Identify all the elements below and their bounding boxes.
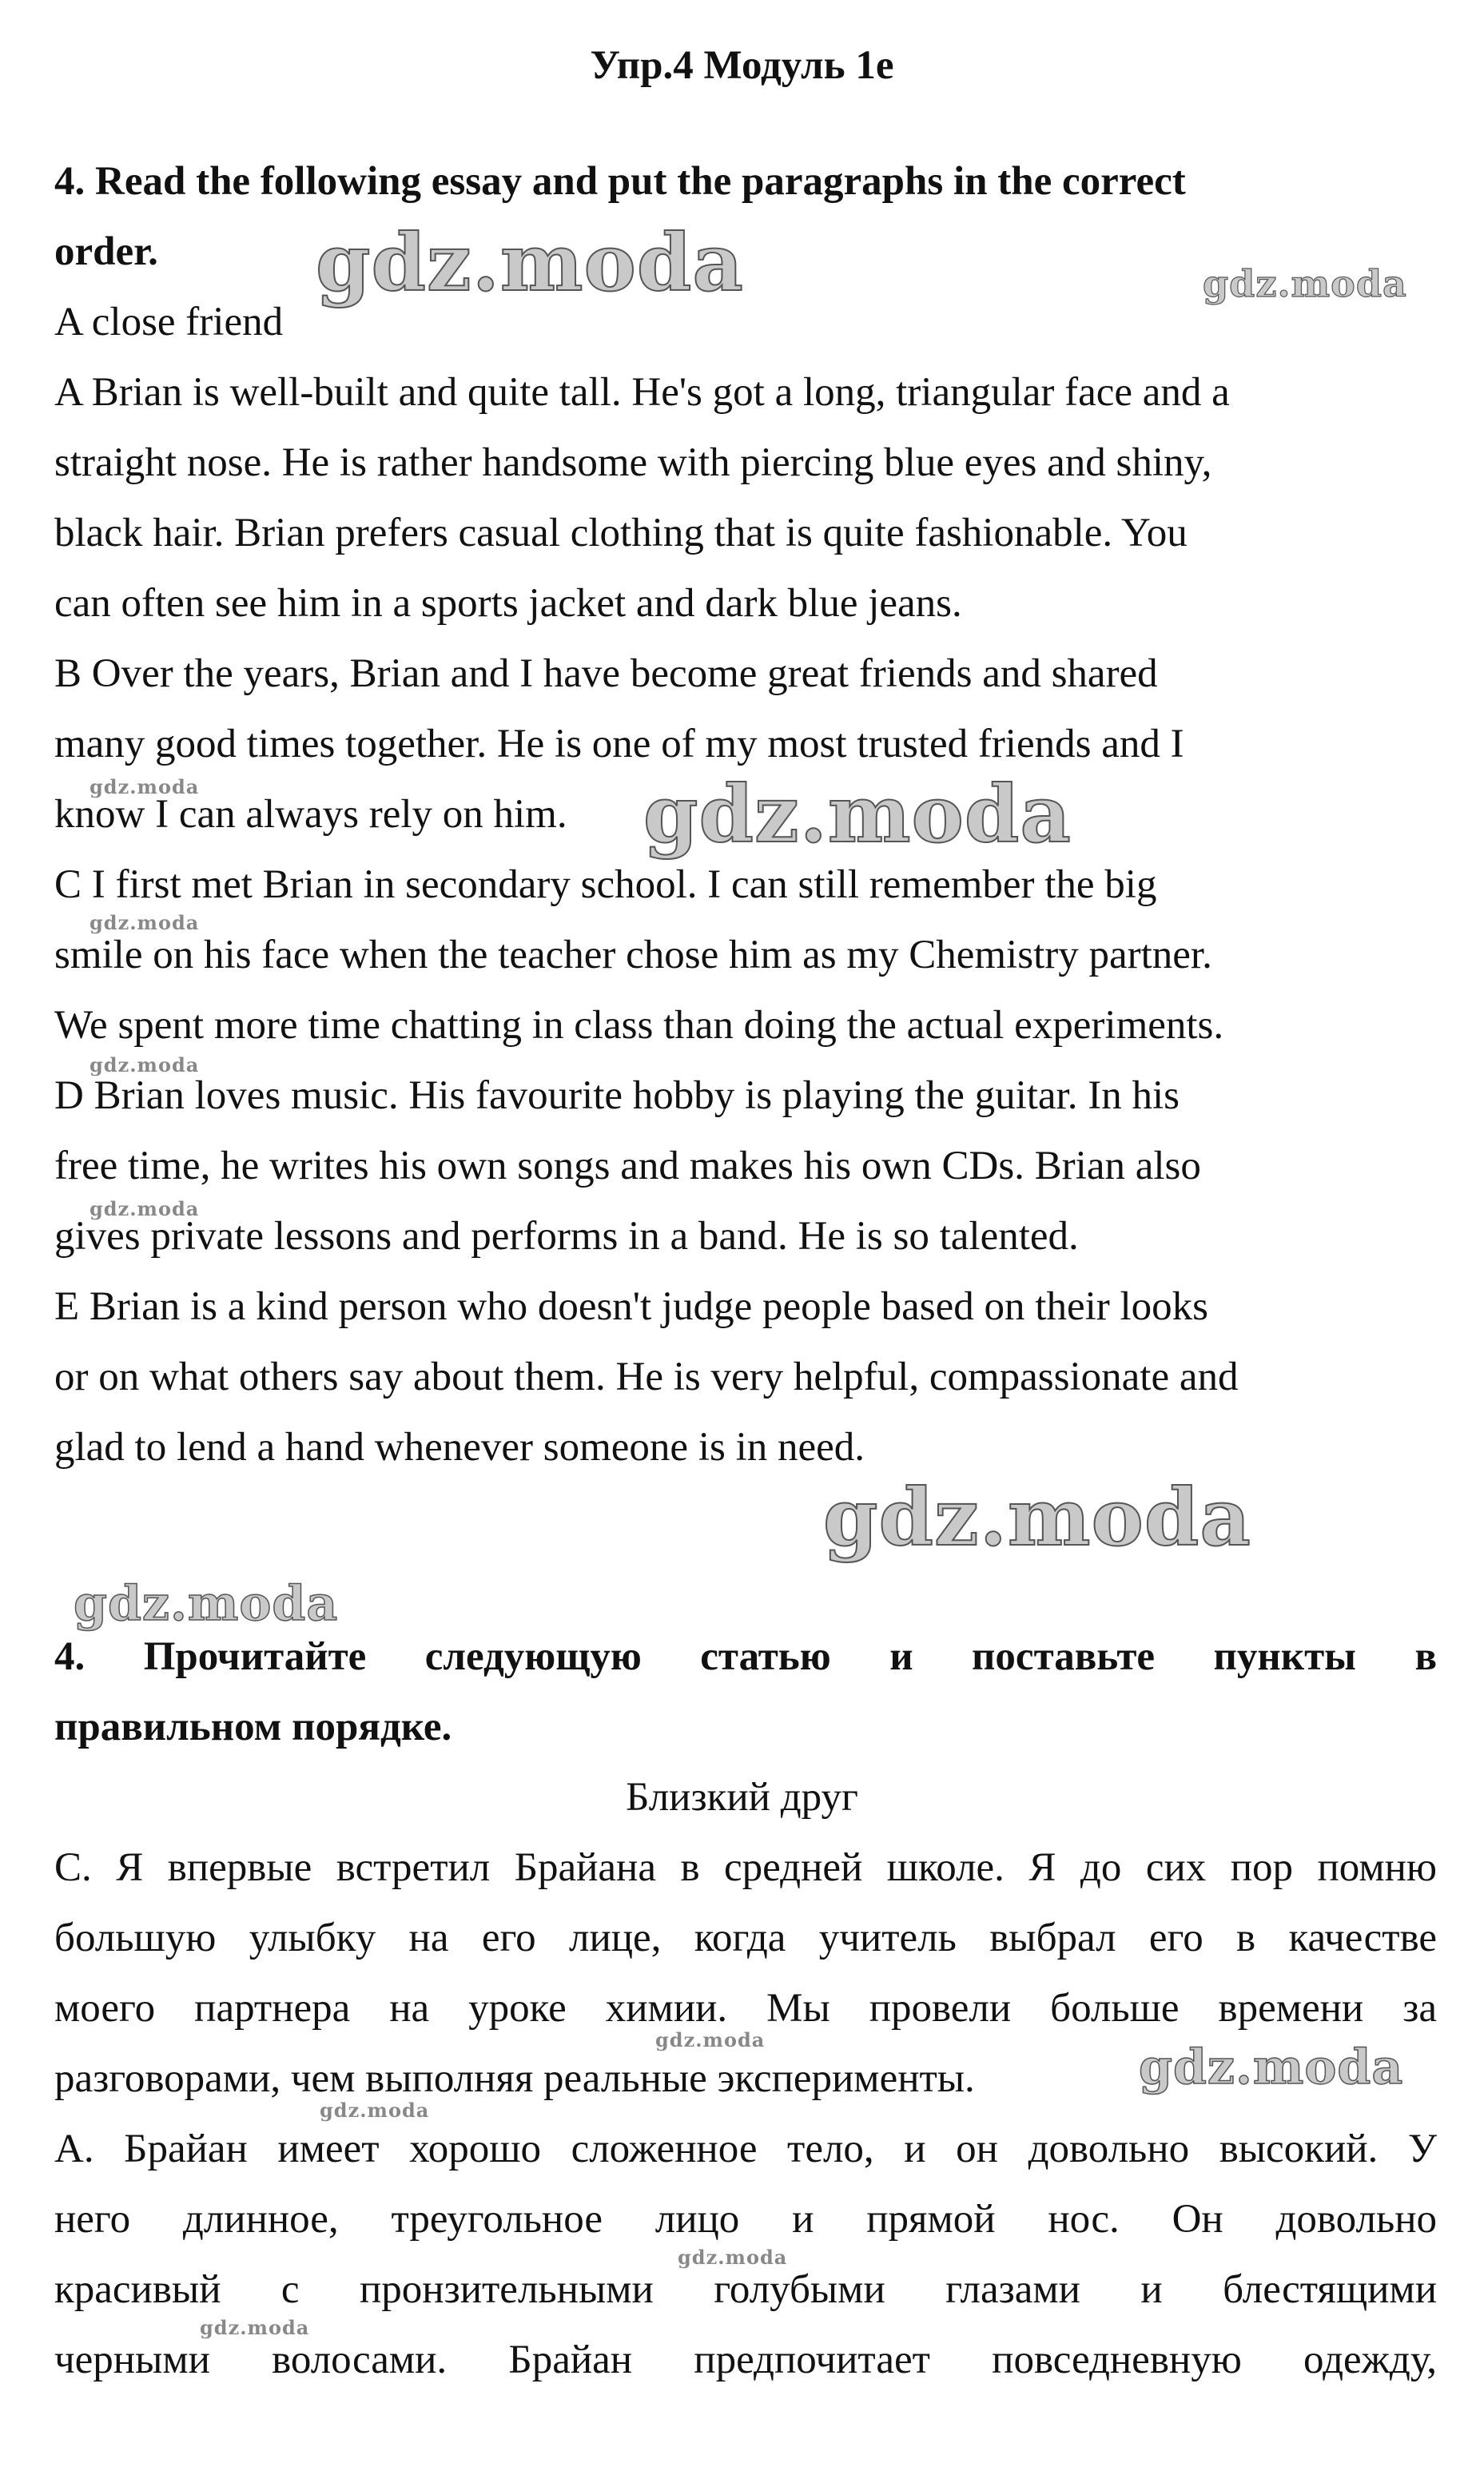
task-heading-en-line-1: 4. Read the following essay and put the paragraphs in the correct: [54, 159, 1186, 204]
paragraph-en-line: B Over the years, Brian and I have become great friends and shared: [54, 651, 1158, 696]
paragraph-ru-line: красивый с пронзительными голубыми глазами и блестящими: [54, 2267, 1437, 2312]
paragraph-en-line: gives private lessons and performs in a band. He is so talented.: [54, 1214, 1079, 1259]
paragraph-ru-line: А. Брайан имеет хорошо сложенное тело, и он довольно высокий. У: [54, 2127, 1437, 2171]
paragraph-ru-line: С. Я впервые встретил Брайана в средней школе. Я до сих пор помню: [54, 1845, 1437, 1890]
paragraph-ru-line: моего партнера на уроке химии. Мы провели больше времени за: [54, 1986, 1437, 2031]
paragraph-en-line: many good times together. He is one of my most trusted friends and I: [54, 722, 1184, 766]
paragraph-en-line: C I first met Brian in secondary school. I can still remember the big: [54, 862, 1157, 907]
paragraph-ru-line: него длинное, треугольное лицо и прямой нос. Он довольно: [54, 2197, 1437, 2242]
watermark-logo: gdz.moda: [1139, 2039, 1404, 2095]
paragraph-en-line: glad to lend a hand whenever someone is in need.: [54, 1425, 865, 1470]
watermark-logo: gdz.moda: [90, 1053, 200, 1076]
task-heading-ru: [54, 1633, 1437, 1773]
essay-title-en: A close friend: [54, 300, 284, 344]
watermark-logo: gdz.moda: [823, 1472, 1251, 1564]
paragraph-en-line: free time, he writes his own songs and makes his own CDs. Brian also: [54, 1144, 1201, 1188]
watermark-logo: gdz.moda: [678, 2246, 788, 2269]
paragraph-en-line: E Brian is a kind person who doesn't judge people based on their looks: [54, 1284, 1209, 1329]
paragraph-en-line: can often see him in a sports jacket and dark blue jeans.: [54, 581, 962, 626]
watermark-logo: gdz.moda: [643, 769, 1072, 861]
watermark-logo: gdz.moda: [320, 2099, 430, 2122]
watermark-logo: gdz.moda: [200, 2316, 310, 2339]
paragraph-ru-line: большую улыбку на его лице, когда учитель выбрал его в качестве: [54, 1916, 1437, 1960]
page-title: Упр.4 Модуль 1e: [590, 43, 894, 88]
paragraph-en-line: know I can always rely on him.: [54, 792, 567, 837]
watermark-logo: gdz.moda: [655, 2028, 766, 2051]
watermark-logo: gdz.moda: [1203, 262, 1407, 305]
paragraph-ru-line: разговорами, чем выполняя реальные эксперименты.: [54, 2056, 975, 2101]
paragraph-en-line: D Brian loves music. His favourite hobby is playing the guitar. In his: [54, 1073, 1180, 1118]
paragraph-en-line: smile on his face when the teacher chose him as my Chemistry partner.: [54, 933, 1212, 977]
paragraph-en-line: straight nose. He is rather handsome with piercing blue eyes and shiny,: [54, 440, 1212, 485]
watermark-logo: gdz.moda: [74, 1576, 339, 1632]
paragraph-en-line: We spent more time chatting in class than doing the actual experiments.: [54, 1003, 1224, 1048]
task-heading-ru-line-1: 4. Прочитайте следующую статью и поставьте пункты в: [54, 1634, 1437, 1679]
watermark-logo: gdz.moda: [90, 775, 200, 798]
watermark-logo: gdz.moda: [316, 217, 744, 309]
watermark-logo: gdz.moda: [90, 1197, 200, 1220]
essay-title-ru: Близкий друг: [626, 1775, 858, 1820]
paragraph-en-line: or on what others say about them. He is very helpful, compassionate and: [54, 1355, 1239, 1399]
paragraph-en-line: A Brian is well-built and quite tall. He's got a long, triangular face and a: [54, 370, 1230, 415]
paragraph-ru-line: черными волосами. Брайан предпочитает повседневную одежду,: [54, 2338, 1437, 2382]
watermark-logo: gdz.moda: [90, 911, 200, 934]
task-heading-en-line-2: order.: [54, 229, 158, 274]
paragraph-en-line: black hair. Brian prefers casual clothing that is quite fashionable. You: [54, 511, 1188, 555]
task-heading-ru-line-2: правильном порядке.: [54, 1705, 452, 1749]
